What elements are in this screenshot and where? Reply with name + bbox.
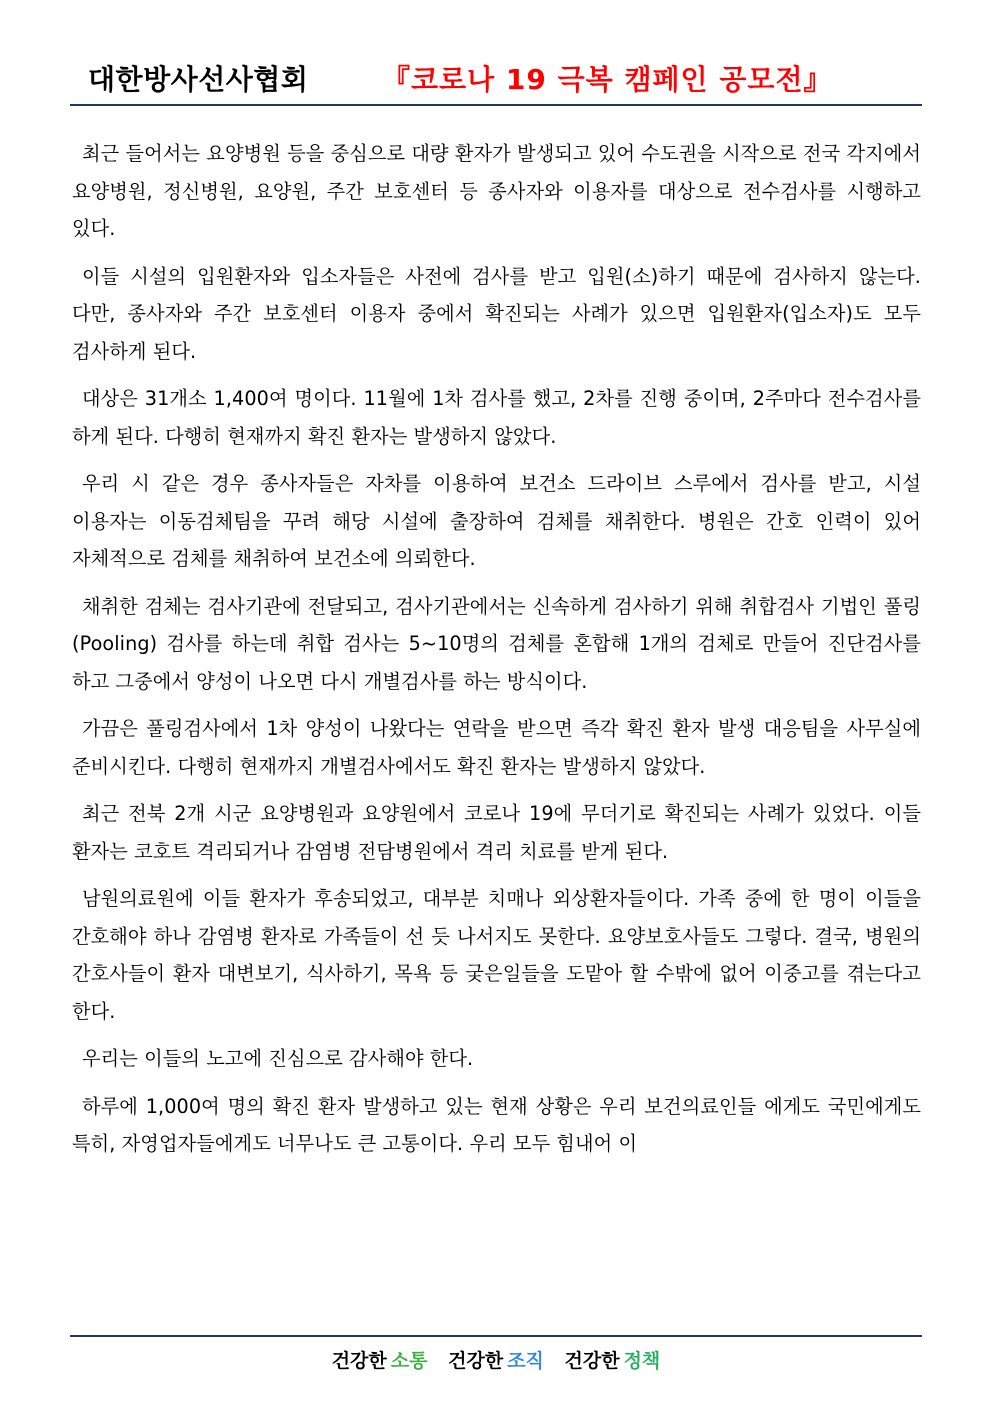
header-divider: [70, 104, 922, 106]
paragraph: 우리는 이들의 노고에 진심으로 감사해야 한다.: [82, 1047, 474, 1070]
slogan-item-organization: [448, 1346, 544, 1373]
paragraph: 남원의료원에 이들 환자가 후송되었고, 대부분 치매나 외상환자들이다. 가족 중에 한 명이 이들을 간호해야 하나 감염병 환자로 가족들이 선 듯 나서지도 못한다. 요양보호사들도 그렇다. 결국, 병원의 간호사들이 환자 대변보기, 식사하기, 목욕 등 궂은일들을 도맡아 할 수밖에 없어 이중고를 겪는다고 한다.: [72, 887, 921, 1023]
paragraph: 최근 들어서는 요양병원 등을 중심으로 대량 환자가 발생되고 있어 수도권을 시작으로 전국 각지에서 요양병원, 정신병원, 요양원, 주간 보호센터 등 종사자와 이용자를 대상으로 전수검사를 시행하고 있다.: [72, 142, 921, 240]
slogan-prefix: 건강한: [564, 1350, 620, 1372]
slogan-word: 조직: [507, 1350, 544, 1372]
article-body: [72, 135, 921, 1173]
paragraph: 이들 시설의 입원환자와 입소자들은 사전에 검사를 받고 입원(소)하기 때문에 검사하지 않는다. 다만, 종사자와 주간 보호센터 이용자 중에서 확진되는 사례가 있으면 입원환자(입소자)도 모두 검사하게 된다.: [72, 264, 921, 363]
footer-slogan: [0, 1346, 992, 1373]
footer-divider: [70, 1335, 922, 1337]
slogan-prefix: 건강한: [331, 1350, 387, 1372]
paragraph: 채취한 검체는 검사기관에 전달되고, 검사기관에서는 신속하게 검사하기 위해 취합검사 기법인 풀링(Pooling) 검사를 하는데 취합 검사는 5~10명의 검체를 혼합해 1개의 검체로 만들어 진단검사를 하고 그중에서 양성이 나오면 다시 개별검사를 하는 방식이다.: [72, 594, 921, 693]
paragraph: 하루에 1,000여 명의 확진 환자 발생하고 있는 현재 상황은 우리 보건의료인들 에게도 국민에게도 특히, 자영업자들에게도 너무나도 큰 고통이다. 우리 모두 힘내어 이: [72, 1094, 921, 1155]
document-header: [70, 50, 922, 106]
slogan-word: 정책: [623, 1350, 661, 1372]
campaign-title: 『코로나 19 극복 캠페인 공모전』: [382, 63, 833, 96]
slogan-item-communication: [332, 1346, 428, 1373]
paragraph: 최근 전북 2개 시군 요양병원과 요양원에서 코로나 19에 무더기로 확진되는 사례가 있었다. 이들 환자는 코호트 격리되거나 감염병 전담병원에서 격리 치료를 받게 된다.: [72, 802, 921, 863]
slogan-prefix: 건강한: [448, 1350, 504, 1372]
slogan-word: 소통: [390, 1350, 428, 1372]
organization-name: 대한방사선사협회: [88, 63, 309, 96]
paragraph: 우리 시 같은 경우 종사자들은 자차를 이용하여 보건소 드라이브 스루에서 검사를 받고, 시설 이용자는 이동검체팀을 꾸려 해당 시설에 출장하여 검체를 채취한다. 병원은 간호 인력이 있어 자체적으로 검체를 채취하여 보건소에 의뢰한다.: [72, 472, 921, 570]
paragraph: 가끔은 풀링검사에서 1차 양성이 나왔다는 연락을 받으면 즉각 확진 환자 발생 대응팀을 사무실에 준비시킨다. 다행히 현재까지 개별검사에서도 확진 환자는 발생하지 않았다.: [72, 717, 921, 778]
paragraph: 대상은 31개소 1,400여 명이다. 11월에 1차 검사를 했고, 2차를 진행 중이며, 2주마다 전수검사를 하게 된다. 다행히 현재까지 확진 환자는 발생하지 않았다.: [72, 387, 921, 448]
slogan-item-policy: [565, 1346, 661, 1373]
